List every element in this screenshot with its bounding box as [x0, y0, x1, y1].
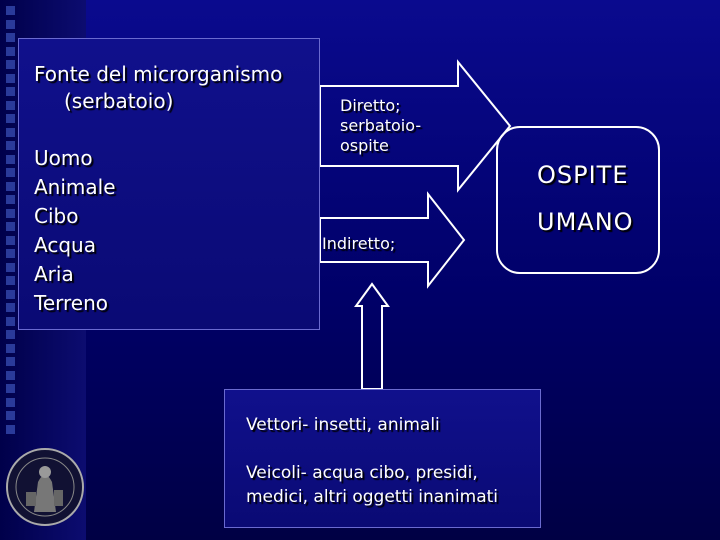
source-title: Fonte del microrganismo	[34, 62, 283, 86]
vehicles-text-line1: Veicoli- acqua cibo, presidi,	[246, 463, 478, 483]
indirect-label: Indiretto;	[322, 234, 396, 253]
direct-label-line1: Diretto;	[340, 96, 401, 115]
source-item-uomo: Uomo	[34, 146, 93, 170]
source-item-terreno: Terreno	[34, 291, 108, 315]
source-item-animale: Animale	[34, 175, 116, 199]
host-label-line1: OSPITE	[537, 161, 629, 189]
source-subtitle: (serbatoio)	[64, 89, 174, 113]
source-item-aria: Aria	[34, 262, 74, 286]
vehicles-text-line2: medici, altri oggetti inanimati	[246, 487, 499, 507]
host-box	[496, 126, 660, 274]
direct-label-line3: ospite	[340, 136, 389, 155]
direct-label-line2: serbatoio-	[340, 116, 422, 135]
upward-arrow	[356, 284, 388, 389]
source-item-acqua: Acqua	[34, 233, 96, 257]
vectors-text: Vettori- insetti, animali	[246, 415, 440, 435]
source-item-cibo: Cibo	[34, 204, 79, 228]
host-label-line2: UMANO	[537, 208, 634, 236]
